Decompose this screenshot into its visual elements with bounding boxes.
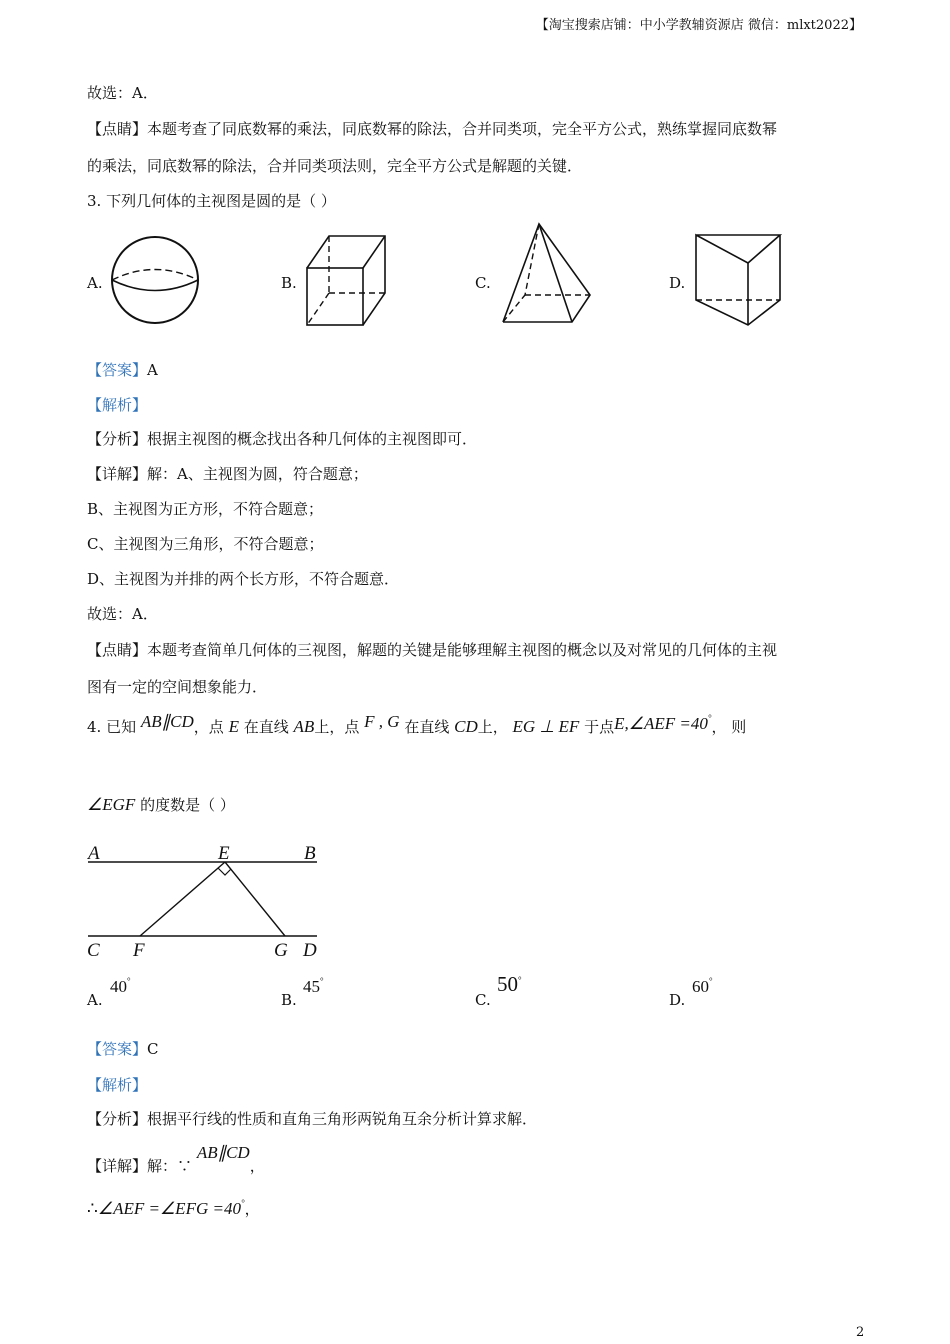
q4-option-d-label: D. <box>669 991 686 1009</box>
label-f: F <box>133 940 145 961</box>
fenxi-tag: 【分析】 <box>87 1110 148 1128</box>
q4-option-a-label: A. <box>87 991 103 1009</box>
stem-text: ， 则 <box>711 718 747 736</box>
math-ab-parallel-cd: AB∥CD <box>140 712 194 731</box>
q4-option-d-value <box>692 976 713 997</box>
q4-option-a-value <box>110 976 131 997</box>
label-c: C <box>87 940 100 961</box>
prev-answer-line: 故选：A． <box>87 84 158 102</box>
answer-tag: 【答案】 <box>87 361 148 379</box>
detail-tag: 【详解】 <box>87 1157 148 1175</box>
stem-text: 在直线 <box>243 718 289 736</box>
degree-mark: ° <box>709 976 713 986</box>
punctuation: ， <box>244 1200 260 1218</box>
label-d: D <box>303 940 317 961</box>
q4-option-c-label: C. <box>475 991 491 1009</box>
stem-text: 上， <box>477 718 508 736</box>
q4-option-b-label: B. <box>281 991 297 1009</box>
q4-option-c-value <box>497 972 522 997</box>
q3-choose-line: 故选：A． <box>87 605 158 623</box>
q4-step <box>87 1198 260 1219</box>
degree-mark: ° <box>518 975 522 985</box>
stem-text: 于点 <box>584 718 615 736</box>
answer-value: C <box>147 1040 159 1058</box>
pyramid-figure <box>498 220 593 328</box>
stem-text: 已知 <box>106 718 137 736</box>
q3-option-b-label: B. <box>281 274 297 292</box>
q3-stem: 3. 下列几何体的主视图是圆的是（ ） <box>87 192 336 210</box>
option-value: 45 <box>303 977 320 996</box>
degree-mark: ° <box>127 976 131 986</box>
q3-fenxi <box>87 428 477 449</box>
math-points-fg: F , G <box>364 712 400 731</box>
q3-comment-line-2: 图有一定的空间想象能力． <box>87 678 268 696</box>
degree-mark: ° <box>707 713 712 723</box>
q4-analysis-tag: 【解析】 <box>87 1076 148 1094</box>
detail-text: 解：∵ <box>147 1157 193 1175</box>
answer-tag: 【答案】 <box>87 1040 148 1058</box>
page-header: 【淘宝搜索店铺：中小学教辅资源店 微信：mlxt2022】 <box>535 18 862 33</box>
stem-text: 的度数是（ ） <box>140 796 235 814</box>
label-b: B <box>304 843 316 864</box>
label-a: A <box>88 843 100 864</box>
math-step <box>98 1199 245 1218</box>
q3-option-d-label: D. <box>669 274 686 292</box>
stem-text: 上，点 <box>314 718 360 736</box>
label-e: E <box>218 843 230 864</box>
math-ab-parallel-cd: AB∥CD <box>196 1143 250 1162</box>
page-number: 2 <box>856 1325 865 1340</box>
detail-text: 解：A、主视图为圆，符合题意； <box>147 465 368 483</box>
sphere-figure <box>108 233 204 329</box>
comment-text: 本题考查简单几何体的三视图，解题的关键是能够理解主视图的概念以及对常见的几何体的主视 <box>147 641 778 659</box>
q4-answer <box>87 1038 159 1059</box>
q3-detail-line-b: B、主视图为正方形，不符合题意； <box>87 500 324 518</box>
option-value: 50 <box>497 972 518 996</box>
math-line-ab: AB <box>293 717 315 736</box>
degree-mark: ° <box>320 976 324 986</box>
prev-comment-line-2: 的乘法，同底数幂的除法，合并同类项法则，完全平方公式是解题的关键． <box>87 157 583 175</box>
punctuation: ， <box>249 1157 265 1175</box>
math-perpendicular: EG ⊥ EF <box>512 717 580 736</box>
q3-detail-line-d: D、主视图为并排的两个长方形，不符合题意． <box>87 570 400 588</box>
q3-comment-line-1 <box>87 639 777 660</box>
label-g: G <box>274 940 288 961</box>
q4-fenxi <box>87 1108 537 1129</box>
prev-comment-line-1 <box>87 118 777 139</box>
q3-option-c-label: C. <box>475 274 491 292</box>
math-angle-value: E,∠AEF =40 <box>614 714 708 733</box>
therefore-symbol: ∴ <box>87 1199 98 1219</box>
comment-tag: 【点睛】 <box>87 641 148 659</box>
comment-text: 本题考查了同底数幂的乘法，同底数幂的除法，合并同类项，完全平方公式，熟练掌握同底数幂 <box>147 120 778 138</box>
q4-stem-line-2 <box>87 794 235 815</box>
fenxi-tag: 【分析】 <box>87 430 148 448</box>
cube-figure <box>300 230 392 330</box>
math-point-e: E <box>228 717 239 736</box>
q4-detail <box>87 1143 265 1176</box>
option-value: 40 <box>110 977 127 996</box>
stem-text: 在直线 <box>404 718 450 736</box>
fenxi-text: 根据平行线的性质和直角三角形两锐角互余分析计算求解． <box>147 1110 538 1128</box>
triangular-prism-figure <box>691 230 785 330</box>
option-value: 60 <box>692 977 709 996</box>
math-step-value: ∠AEF =∠EFG =40 <box>97 1199 241 1218</box>
math-angle-egf: ∠EGF <box>87 795 136 814</box>
comment-tag: 【点睛】 <box>87 120 148 138</box>
parallel-lines-figure <box>85 840 325 965</box>
stem-text: ，点 <box>193 718 224 736</box>
q3-detail-line-c: C、主视图为三角形，不符合题意； <box>87 535 324 553</box>
math-angle-condition <box>614 714 711 733</box>
q4-number: 4. <box>87 718 102 736</box>
q3-option-a-label: A. <box>87 274 103 292</box>
detail-tag: 【详解】 <box>87 465 148 483</box>
q3-answer <box>87 359 158 380</box>
q3-analysis-tag: 【解析】 <box>87 396 148 414</box>
answer-value: A <box>147 361 158 379</box>
q4-stem-line-1 <box>87 712 747 737</box>
q3-detail <box>87 463 368 484</box>
math-line-cd: CD <box>454 717 478 736</box>
q4-option-b-value <box>303 976 324 997</box>
degree-mark: ° <box>240 1198 245 1208</box>
fenxi-text: 根据主视图的概念找出各种几何体的主视图即可． <box>147 430 478 448</box>
